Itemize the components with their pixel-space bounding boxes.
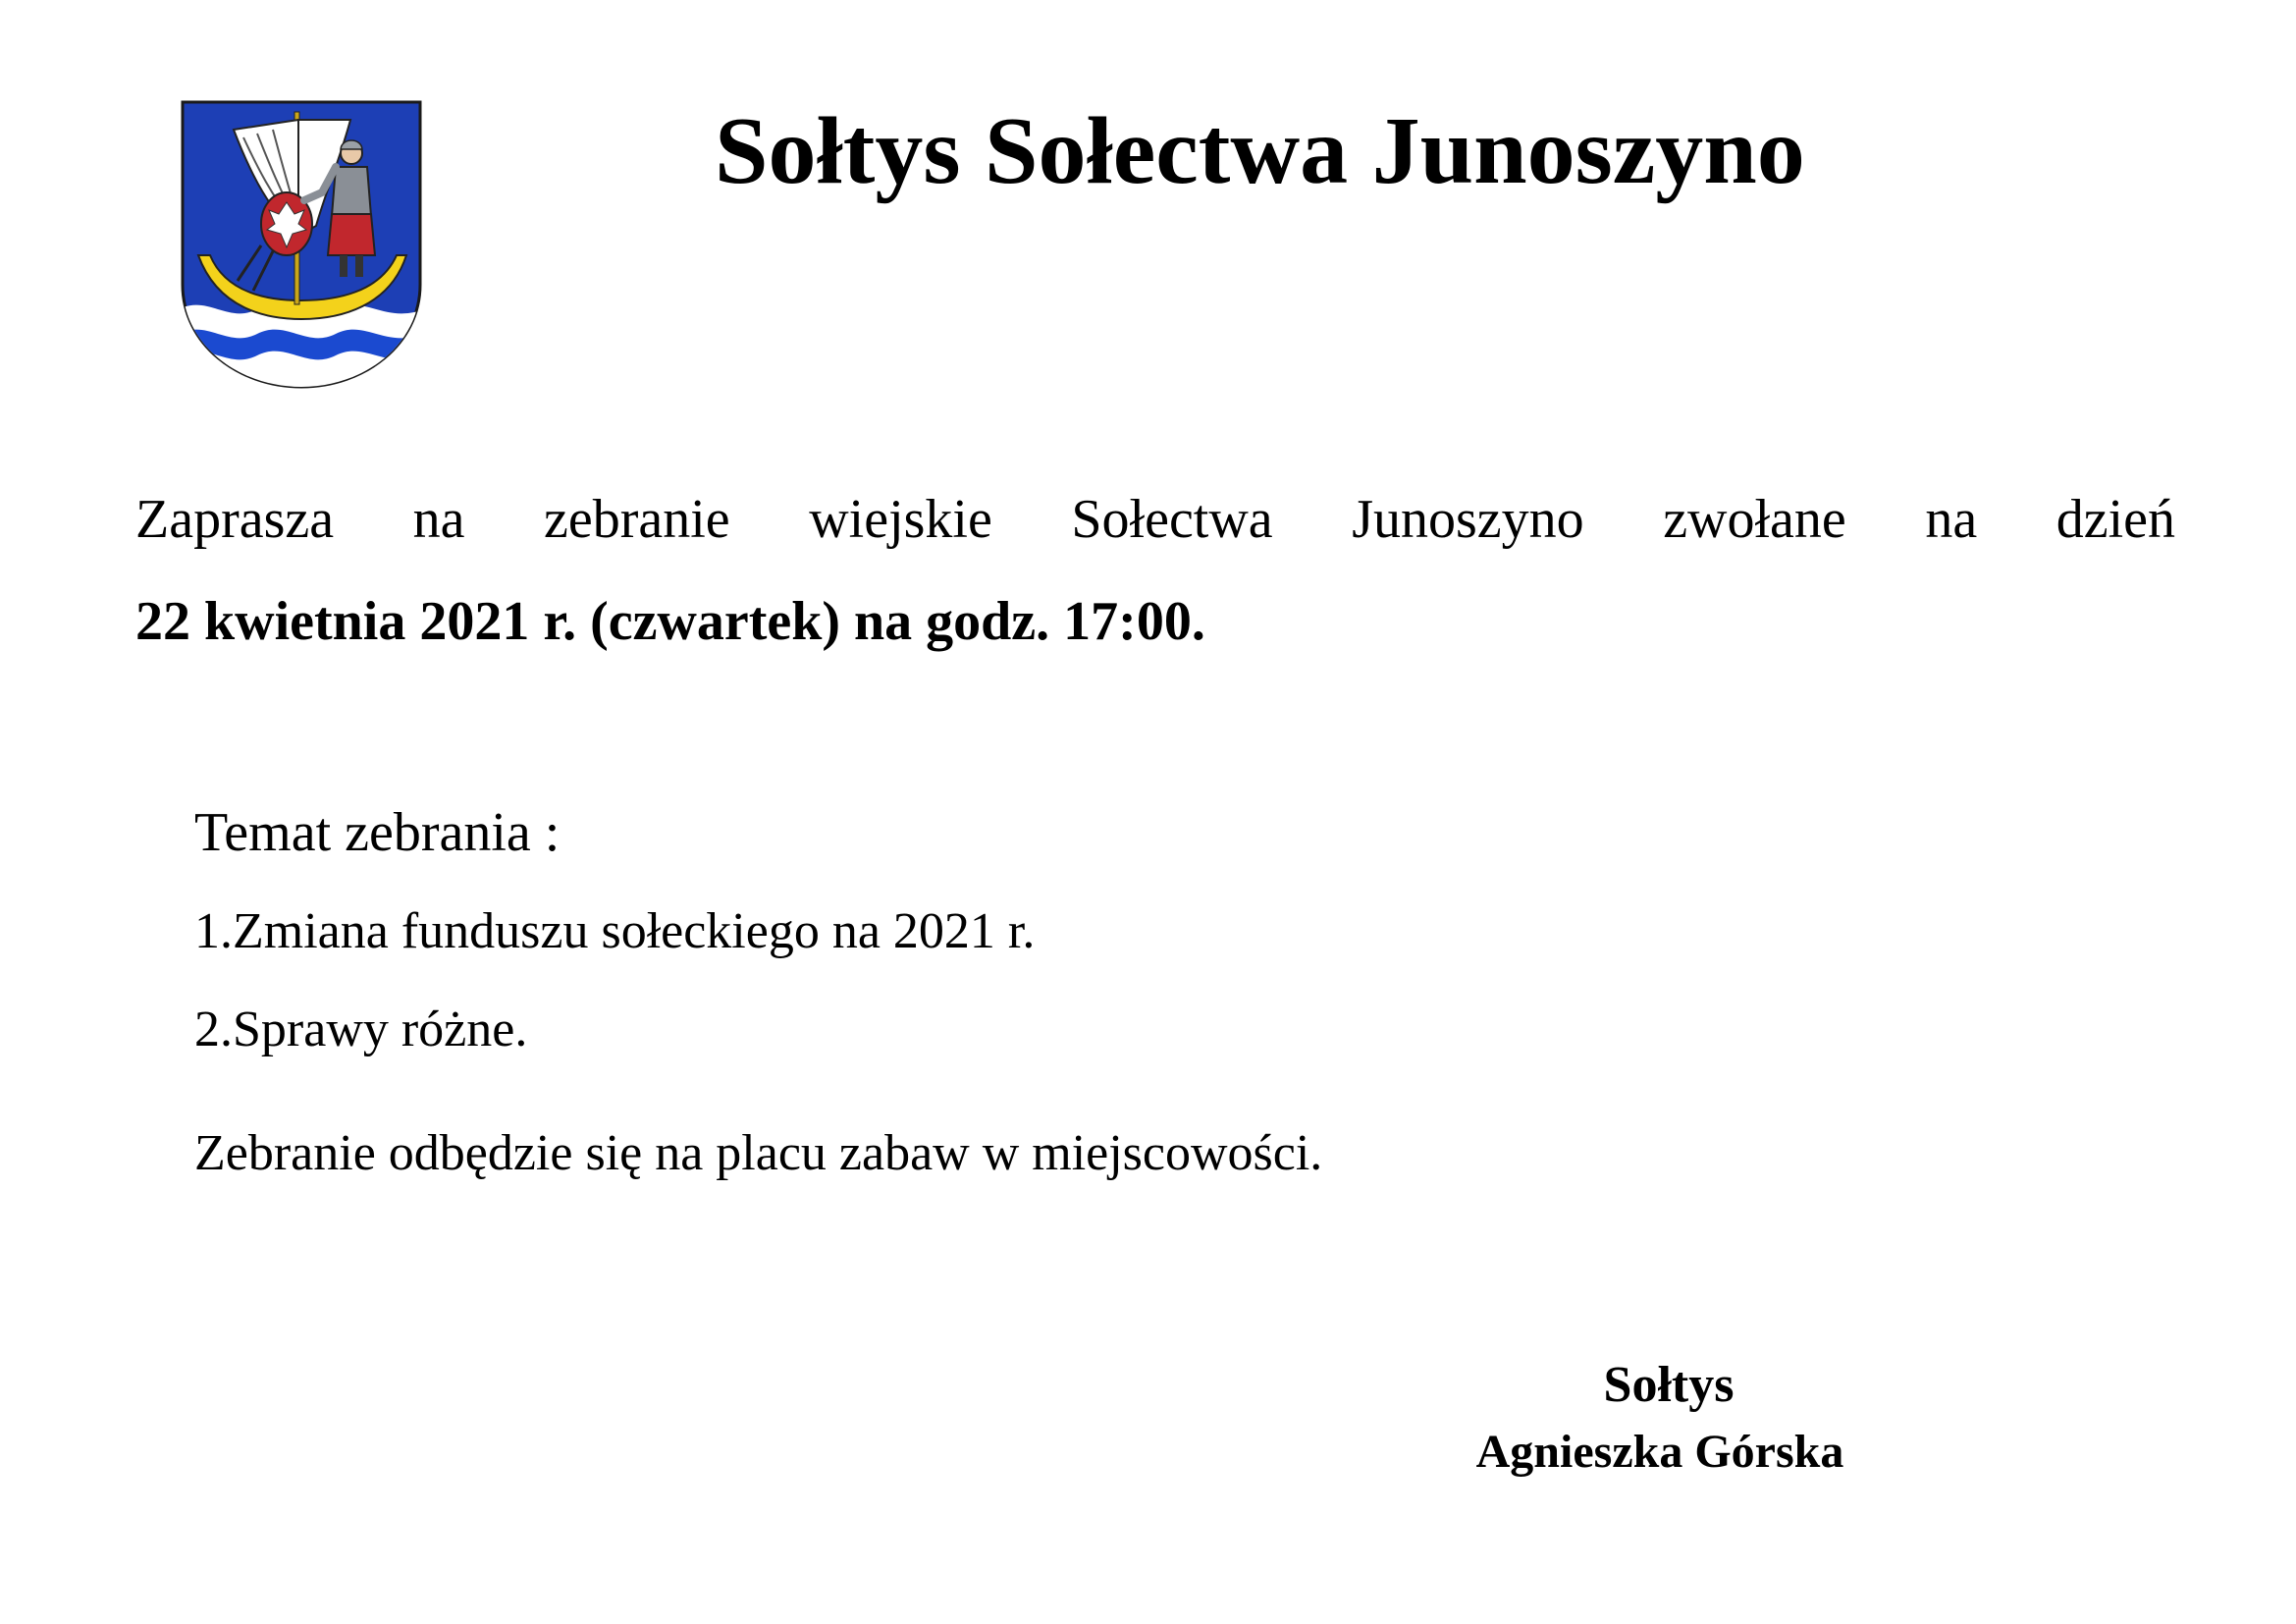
- coat-of-arms-icon: [179, 98, 424, 391]
- invitation-text: Zaprasza na zebranie wiejskie Sołectwa Junoszyno zwołane na dzień: [135, 489, 2175, 550]
- signature-role: Sołtys: [1603, 1357, 1735, 1413]
- meeting-location: Zebranie odbędzie się na placu zabaw w miejscowości.: [194, 1125, 1323, 1181]
- agenda-heading: Temat zebrania :: [194, 802, 561, 863]
- agenda-item: 1.Zmiana funduszu sołeckiego na 2021 r.: [194, 903, 1036, 959]
- agenda-item: 2.Sprawy różne.: [194, 1001, 528, 1057]
- signature-block: [1414, 1355, 1924, 1481]
- page-title: Sołtys Sołectwa Junoszyno: [715, 98, 1805, 204]
- meeting-date: 22 kwietnia 2021 r. (czwartek) na godz. 17:00.: [135, 591, 1205, 652]
- signature-name: Agnieszka Górska: [1475, 1426, 1844, 1479]
